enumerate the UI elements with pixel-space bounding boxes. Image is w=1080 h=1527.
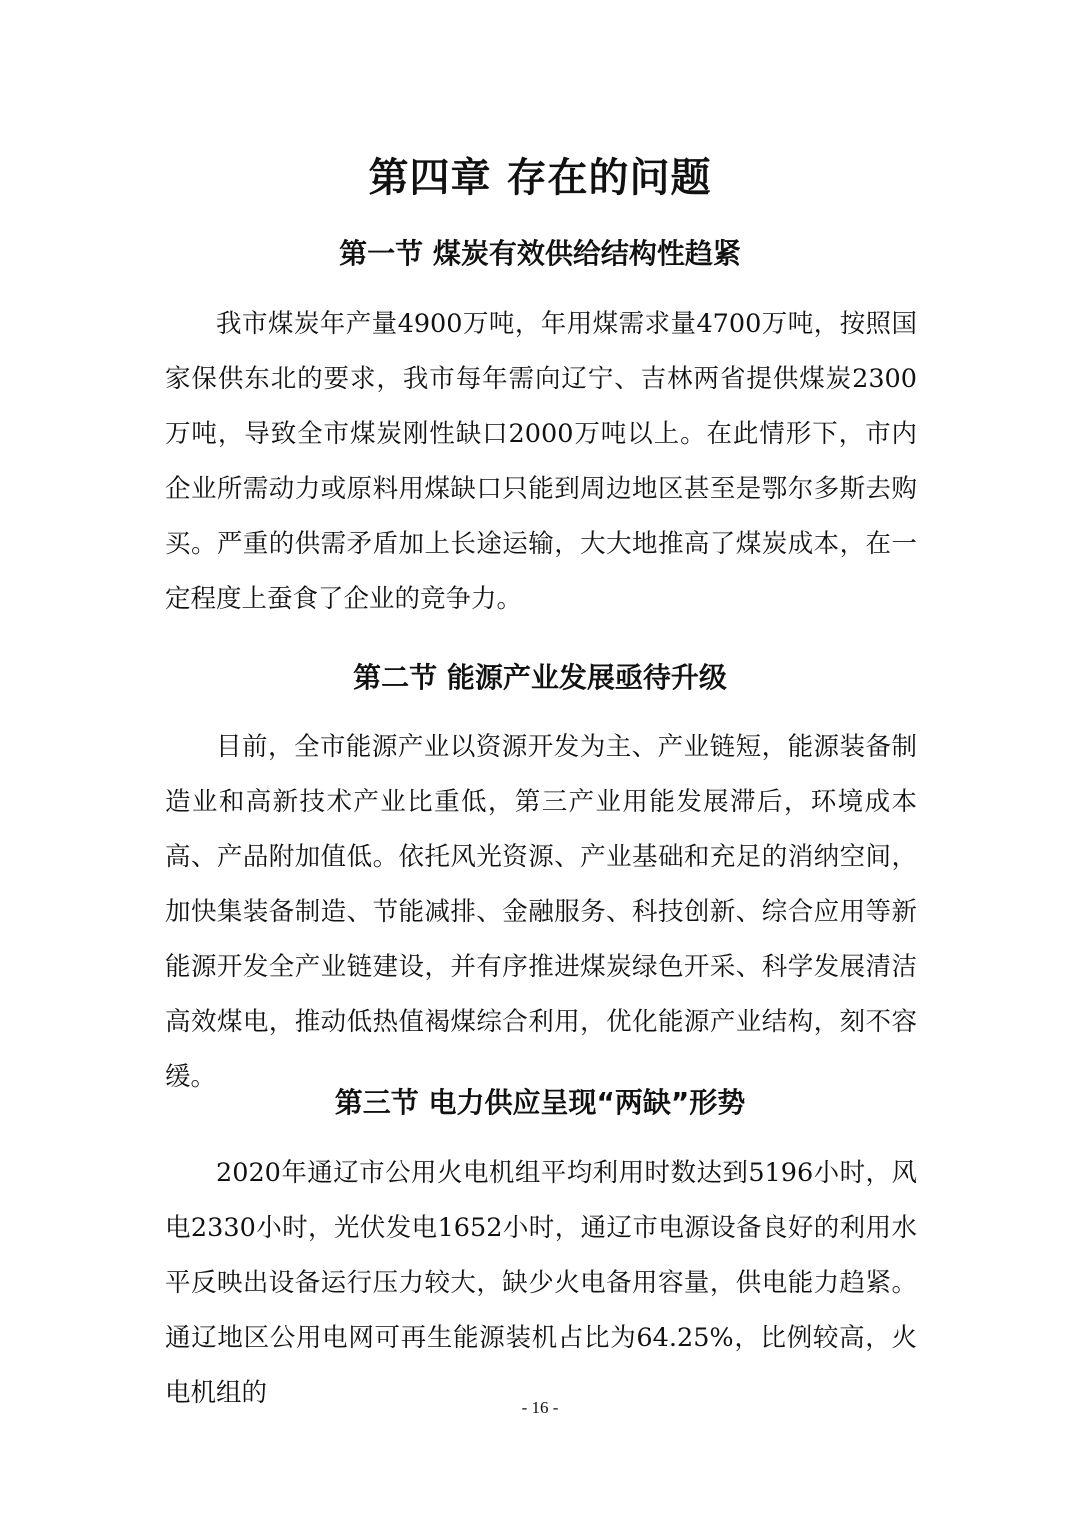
section-3-title: 第三节 电力供应呈现“两缺”形势 xyxy=(334,1086,746,1119)
section-1-paragraph: 我市煤炭年产量4900万吨，年用煤需求量4700万吨，按照国家保供东北的要求，我市每年需向辽宁、吉林两省提供煤炭2300万吨，导致全市煤炭刚性缺口2000万吨以上。在此情形下，市内企业所需动力或原料用煤缺口只能到周边地区甚至是鄂尔多斯去购买。严重的供需矛盾加上长途运输，大大地推高了煤炭成本，在一定程度上蚕食了企业的竞争力。 xyxy=(165,309,917,614)
section-3-paragraph: 2020年通辽市公用火电机组平均利用时数达到5196小时，风电2330小时，光伏发电1652小时，通辽市电源设备良好的利用水平反映出设备运行压力较大，缺少火电备用容量，供电能力趋紧。通辽地区公用电网可再生能源装机占比为64.25%，比例较高，火电机组的 xyxy=(165,1158,917,1408)
section-2-paragraph: 目前，全市能源产业以资源开发为主、产业链短，能源装备制造业和高新技术产业比重低，第三产业用能发展滞后，环境成本高、产品附加值低。依托风光资源、产业基础和充足的消纳空间，加快集装备制造、节能减排、金融服务、科技创新、综合应用等新能源开发全产业链建设，并有序推进煤炭绿色开采、科学发展清洁高效煤电，推动低热值褐煤综合利用，优化能源产业结构，刻不容缓。 xyxy=(165,732,917,1092)
page-number: - 16 - xyxy=(521,1398,559,1417)
section-2-title: 第二节 能源产业发展亟待升级 xyxy=(353,661,727,694)
chapter-title: 第四章 存在的问题 xyxy=(368,155,712,201)
section-1-title: 第一节 煤炭有效供给结构性趋紧 xyxy=(339,237,741,270)
